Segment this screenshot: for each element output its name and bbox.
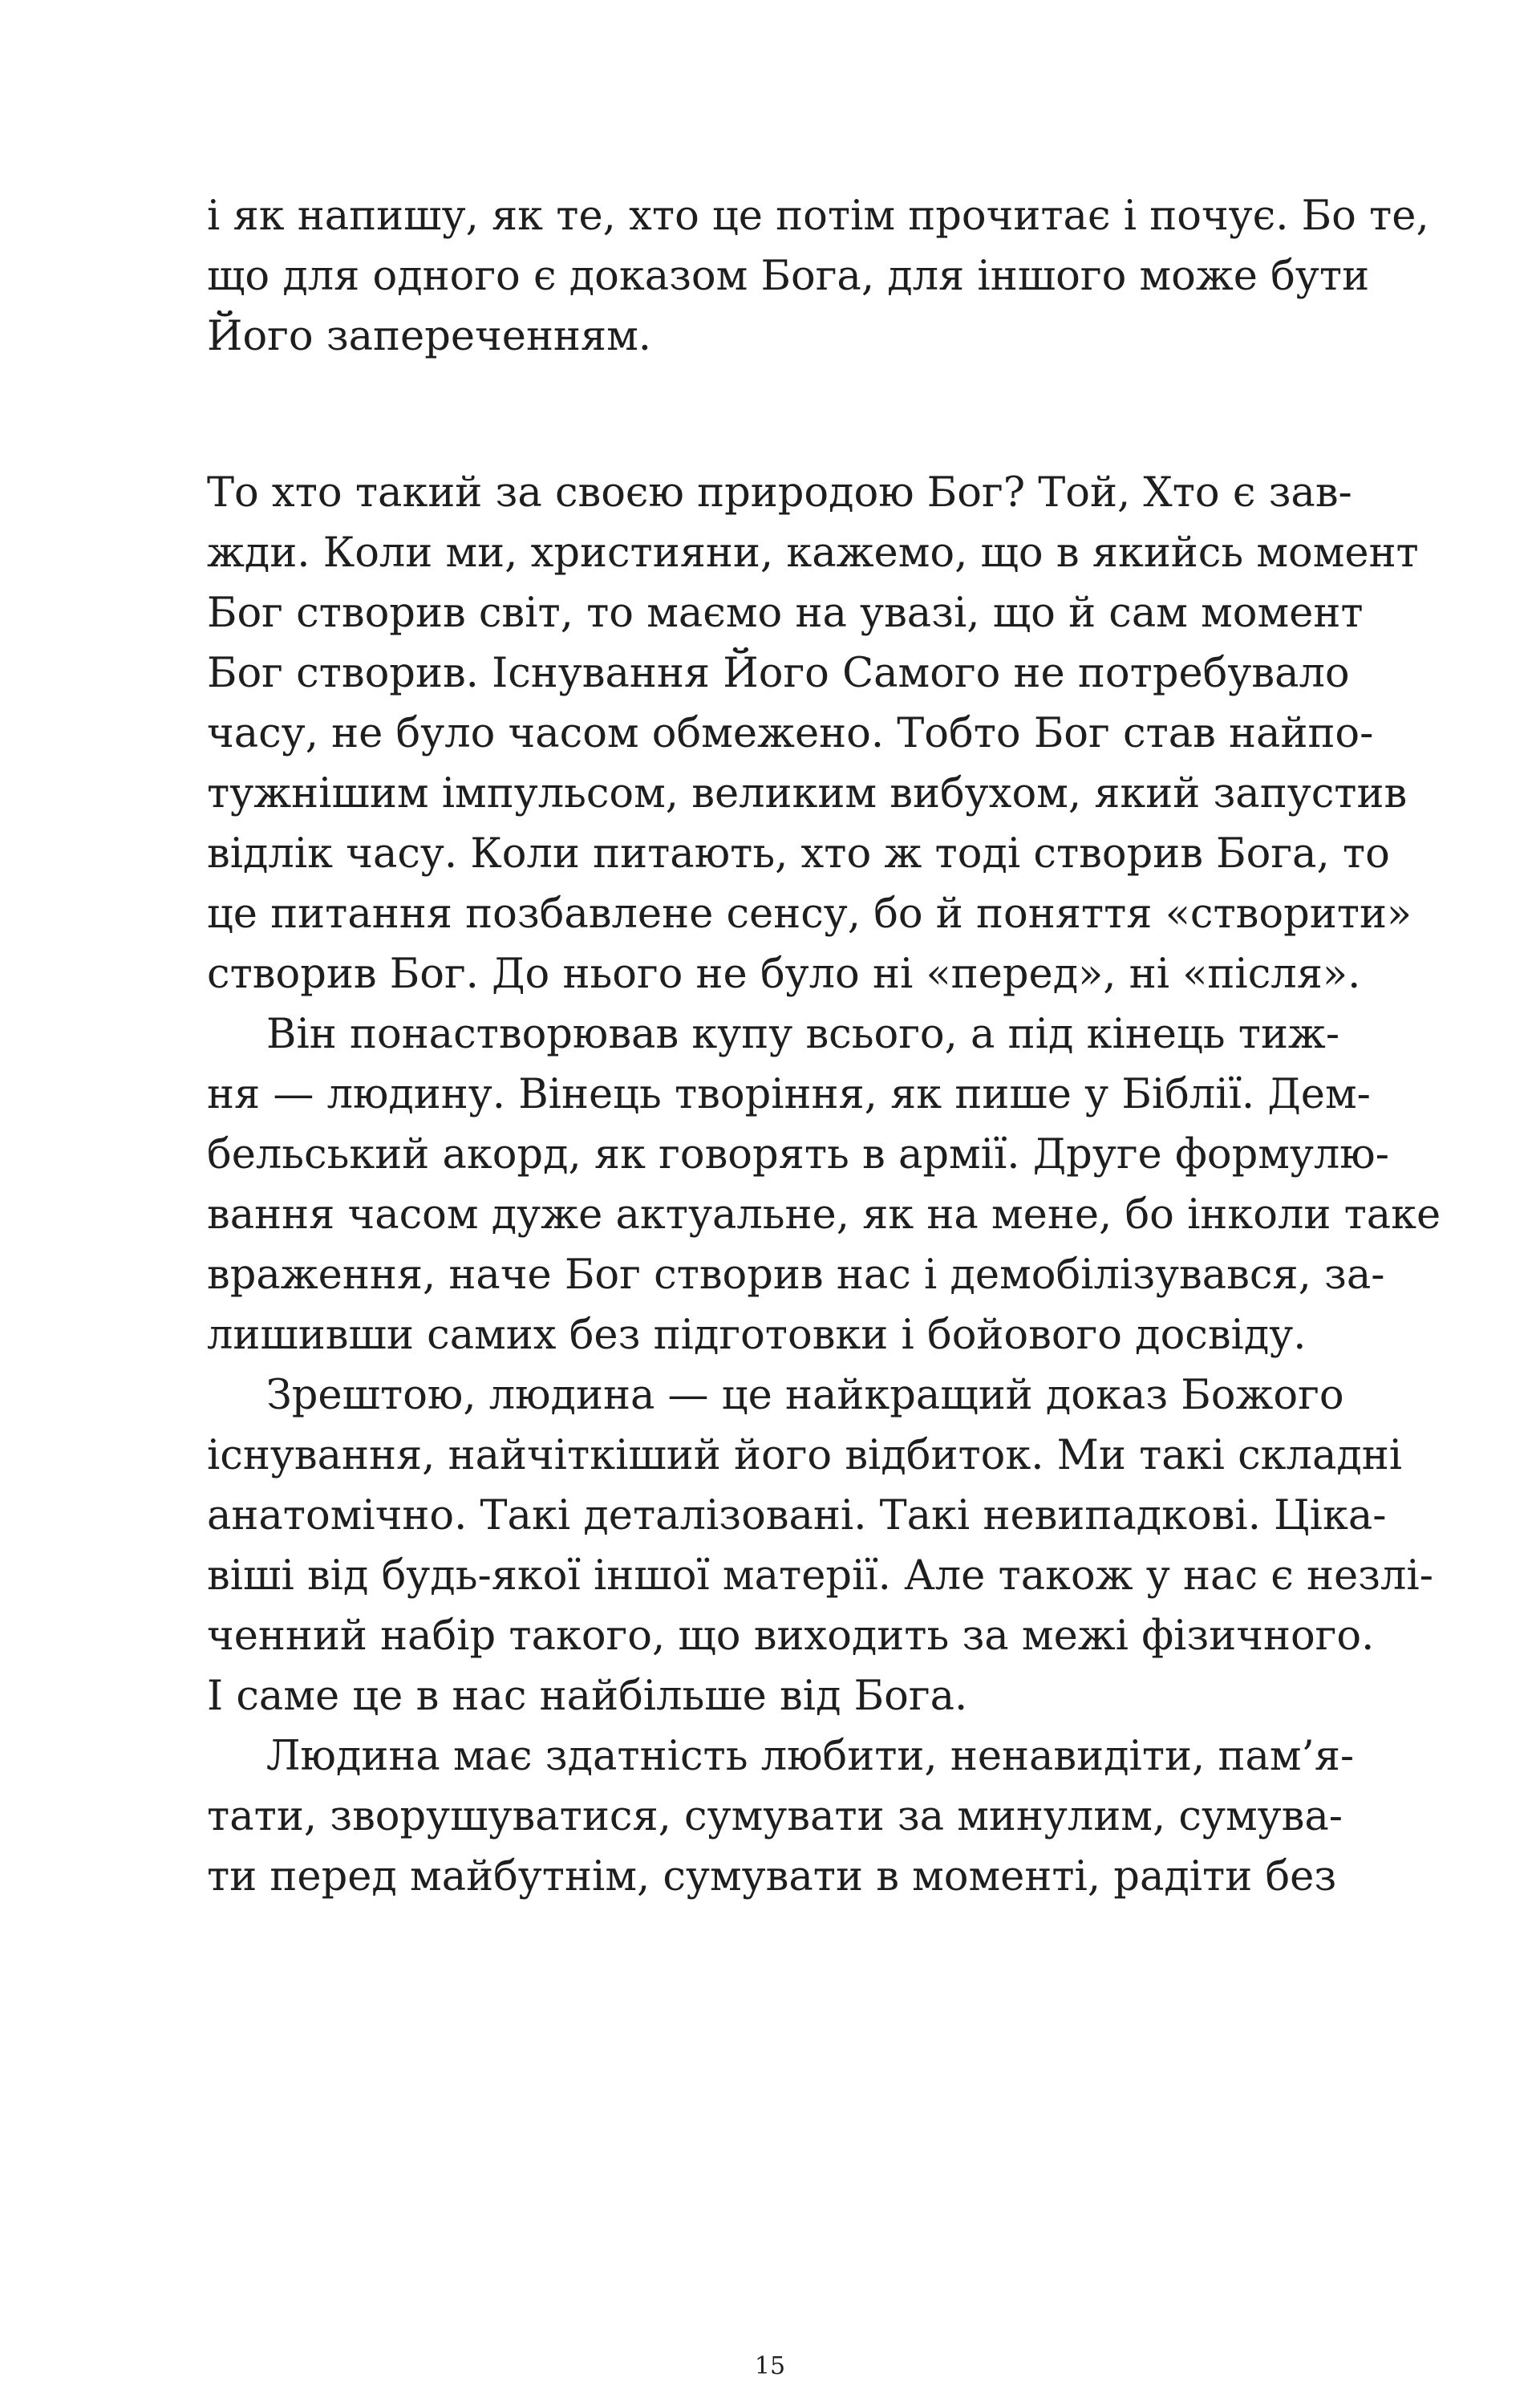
text-line: ня — людину. Вінець творіння, як пише у Біблії. Дем- [207,1071,1371,1118]
text-line: враження, наче Бог створив нас і демобілізувався, за- [207,1251,1385,1299]
text-line: жди. Коли ми, християни, кажемо, що в якийсь момент [207,529,1419,577]
text-line: створив Бог. До нього не було ні «перед», ні «після». [207,951,1361,998]
text-line: відлік часу. Коли питають, хто ж тоді створив Бога, то [207,830,1390,878]
text-line: ти перед майбутнім, сумувати в моменті, радіти без [207,1853,1337,1900]
text-line: тужнішим імпульсом, великим вибухом, який запустив [207,770,1408,817]
text-line: вання часом дуже актуальне, як на мене, бо інколи таке [207,1191,1441,1239]
text-line: часу, не було часом обмежено. Тобто Бог став найпо- [207,710,1374,757]
text-line: То хто такий за своєю природою Бог? Той, Хто є зав- [207,469,1352,517]
text-line: Бог створив. Існування Його Самого не потребувало [207,650,1350,697]
text-line: Він понастворював купу всього, а під кінець тиж- [266,1011,1340,1058]
text-line: Його запереченням. [207,313,651,360]
text-line: бельський акорд, як говорять в армії. Друге формулю- [207,1131,1389,1178]
text-line: ченний набір такого, що виходить за межі фізичного. [207,1612,1375,1660]
text-line: існування, найчіткіший його відбиток. Ми такі складні [207,1432,1403,1479]
text-line: Людина має здатність любити, ненавидіти, пам’я- [266,1733,1355,1780]
text-line: віші від будь-якої іншої матерії. Але також у нас є незлі- [207,1552,1433,1600]
text-line: це питання позбавлене сенсу, бо й поняття «створити» [207,890,1412,938]
page-number: 15 [754,2352,786,2380]
text-line: Бог створив світ, то маємо на увазі, що й сам момент [207,590,1364,637]
text-line: анатомічно. Такі деталізовані. Такі невипадкові. Ціка- [207,1492,1387,1539]
text-line: і як напишу, як те, хто це потім прочитає і почує. Бо те, [207,193,1429,240]
text-line: тати, зворушуватися, сумувати за минулим, сумува- [207,1793,1343,1840]
text-line: Зрештою, людина — це найкращий доказ Божого [266,1372,1344,1419]
text-line: І саме це в нас найбільше від Бога. [207,1673,968,1720]
text-line: що для одного є доказом Бога, для іншого може бути [207,253,1370,300]
text-line: лишивши самих без підготовки і бойового досвіду. [207,1312,1307,1359]
